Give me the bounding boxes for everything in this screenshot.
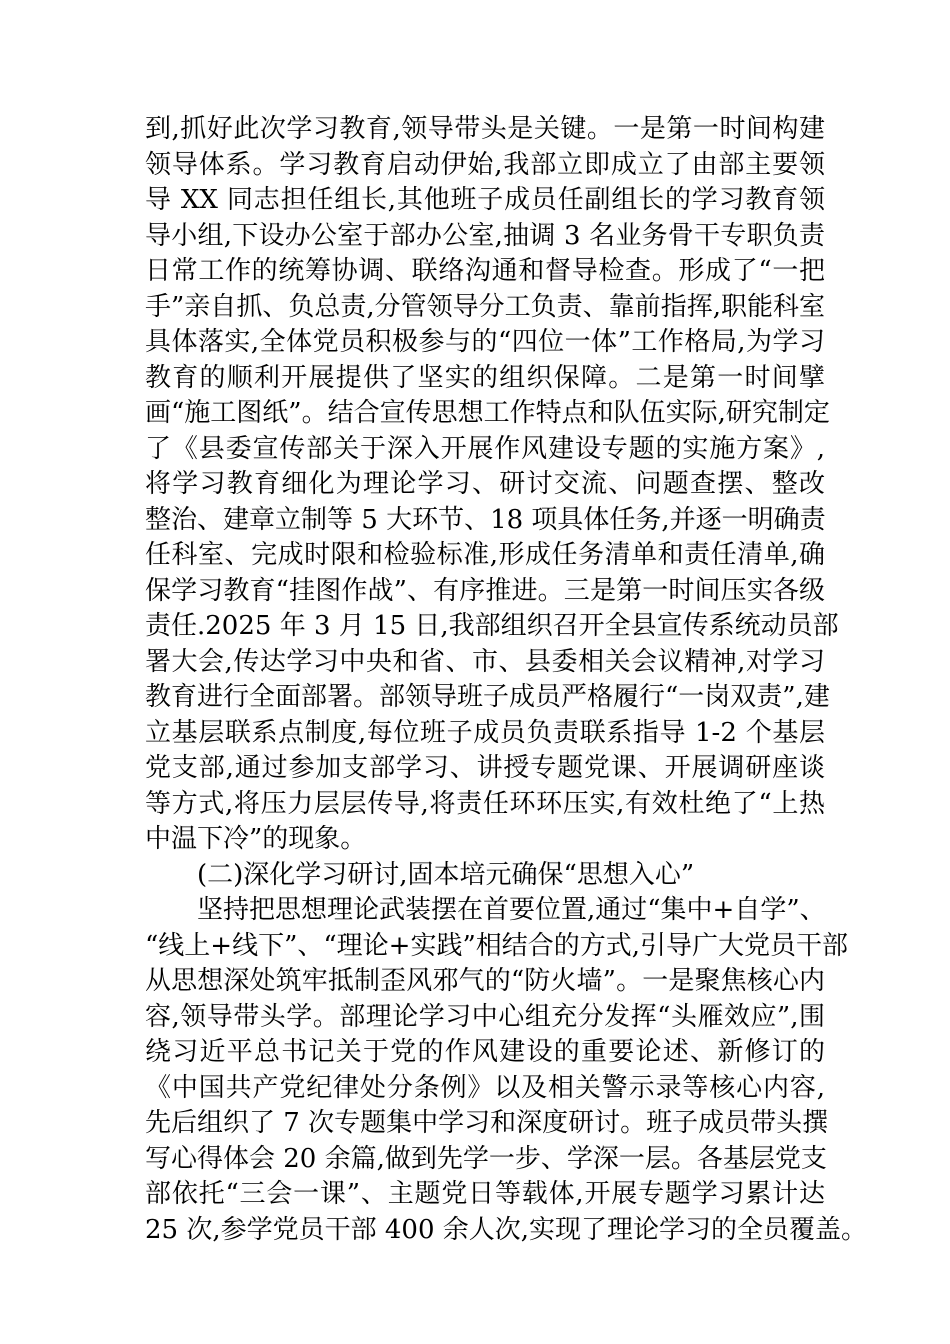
text-line: “线上+线下”、“理论+实践”相结合的方式,引导广大党员干部 <box>145 930 849 961</box>
text-line: 导小组,下设办公室于部办公室,抽调 3 名业务骨干专职负责 <box>145 220 825 251</box>
text-line: 将学习教育细化为理论学习、研讨交流、问题查摆、整改 <box>145 469 825 499</box>
text-line: 保学习教育“挂图作战”、有序推进。三是第一时间压实各级 <box>145 575 825 606</box>
text-line: 等方式,将压力层层传导,将责任环环压实,有效杜绝了“上热 <box>145 788 825 819</box>
text-line: 具体落实,全体党员积极参与的“四位一体”工作格局,为学习 <box>145 327 825 357</box>
text-line: 领导体系。学习教育启动伊始,我部立即成立了由部主要领 <box>145 149 825 180</box>
text-line: 到,抓好此次学习教育,领导带头是关键。一是第一时间构建 <box>145 114 825 144</box>
text-line: 教育的顺利开展提供了坚实的组织保障。二是第一时间擘 <box>145 362 825 393</box>
text-line: 教育进行全面部署。部领导班子成员严格履行“一岗双责”,建 <box>145 682 830 712</box>
text-line: 整治、建章立制等 5 大环节、18 项具体任务,并逐一明确责 <box>145 504 826 535</box>
text-line: 《中国共产党纪律处分条例》以及相关警示录等核心内容, <box>145 1072 825 1103</box>
text-line: 容,领导带头学。部理论学习中心组充分发挥“头雁效应”,围 <box>145 1001 825 1032</box>
text-line: 25 次,参学党员干部 400 余人次,实现了理论学习的全员覆盖。 <box>145 1214 868 1245</box>
text-line: 部依托“三会一课”、主题党日等载体,开展专题学习累计达 <box>145 1179 825 1209</box>
text-line: 立基层联系点制度,每位班子成员负责联系指导 1-2 个基层 <box>145 717 825 748</box>
text-line: 画“施工图纸”。结合宣传思想工作特点和队伍实际,研究制定 <box>145 398 830 428</box>
text-line: 日常工作的统筹协调、联络沟通和督导检查。形成了“一把 <box>145 256 825 286</box>
document-body <box>145 112 868 1248</box>
text-line: 先后组织了 7 次专题集中学习和深度研讨。班子成员带头撰 <box>145 1108 829 1138</box>
text-line: 了《县委宣传部关于深入开展作风建设专题的实施方案》, <box>145 433 825 464</box>
text-line: 绕习近平总书记关于党的作风建设的重要论述、新修订的 <box>145 1037 825 1067</box>
text-line: 任科室、完成时限和检验标准,形成任务清单和责任清单,确 <box>145 540 825 570</box>
text-line: 责任.2025 年 3 月 15 日,我部组织召开全县宣传系统动员部 <box>145 611 839 641</box>
text-line: 手”亲自抓、负总责,分管领导分工负责、靠前指挥,职能科室 <box>145 291 825 322</box>
text-line: 写心得体会 20 余篇,做到先学一步、学深一层。各基层党支 <box>145 1143 827 1174</box>
text-line: 中温下冷”的现象。 <box>145 824 367 854</box>
text-line: 党支部,通过参加支部学习、讲授专题党课、开展调研座谈 <box>145 753 825 783</box>
text-line: 导 XX 同志担任组长,其他班子成员任副组长的学习教育领 <box>145 185 825 215</box>
paragraph-first-line: 坚持把思想理论武装摆在首要位置,通过“集中+自学”、 <box>197 895 826 925</box>
text-line: 署大会,传达学习中央和省、市、县委相关会议精神,对学习 <box>145 646 825 677</box>
paragraph-first-line: (二)深化学习研讨,固本培元确保“思想入心” <box>197 859 695 890</box>
text-line: 从思想深处筑牢抵制歪风邪气的“防火墙”。一是聚焦核心内 <box>145 966 825 996</box>
